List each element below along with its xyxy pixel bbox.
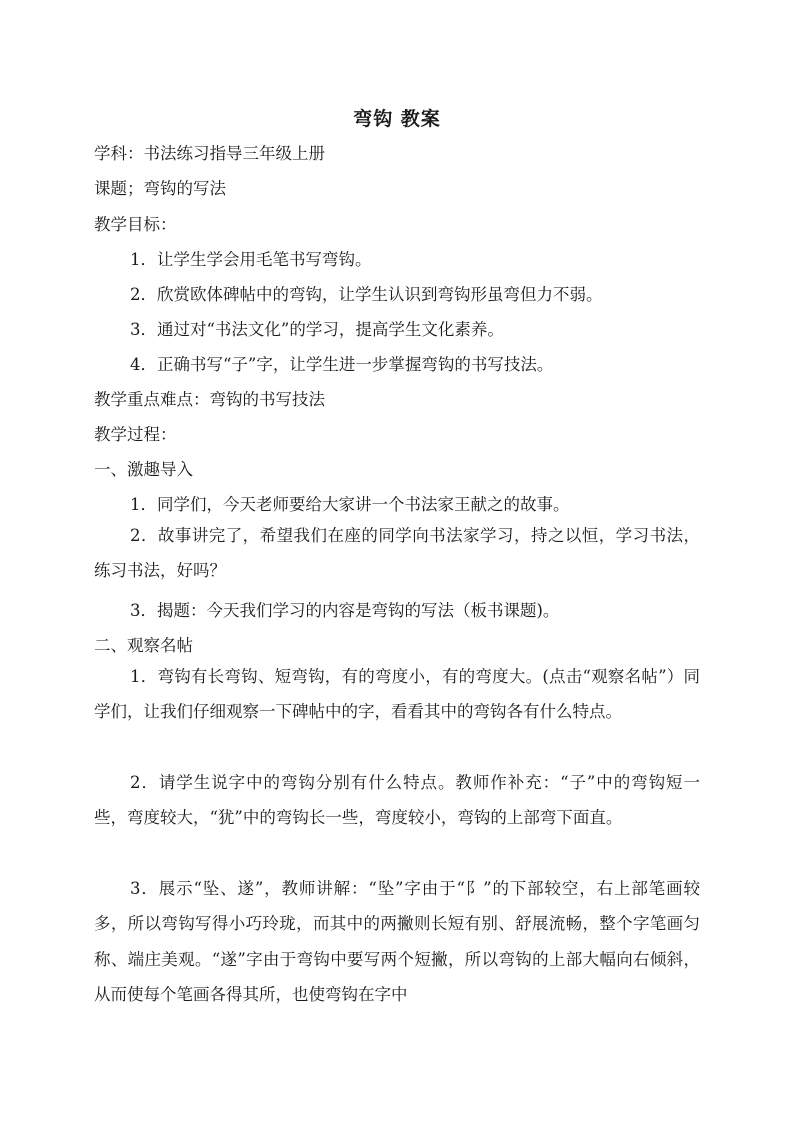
section2-item-1: 1．弯钩有长弯钩、短弯钩，有的弯度小，有的弯度大。(点击“观察名帖”）同学们，让我们仔细观察一下碑帖中的字，看看其中的弯钩各有什么特点。 [94, 667, 700, 722]
key-points-line: 教学重点难点：弯钩的书写技法 [94, 390, 325, 409]
goal-item-1: 1．让学生学会用毛笔书写弯钩。 [130, 250, 372, 269]
section2-heading: 二、观察名帖 [94, 636, 193, 655]
section1-item-2: 2．故事讲完了，希望我们在座的同学向书法家学习，持之以恒，学习书法，练习书法，好吗？ [94, 526, 700, 581]
subject-line: 学科：书法练习指导三年级上册 [94, 144, 325, 163]
section1-heading: 一、激趣导入 [94, 460, 193, 479]
document-title: 弯钩 教案 [353, 108, 441, 130]
goal-item-4: 4．正确书写“子”字，让学生进一步掌握弯钩的书写技法。 [130, 355, 554, 374]
topic-line: 课题；弯钩的写法 [94, 179, 226, 198]
goal-item-3: 3．通过对“书法文化”的学习，提高学生文化素养。 [130, 320, 504, 339]
goals-heading: 教学目标： [94, 215, 177, 234]
section1-item-1: 1．同学们，今天老师要给大家讲一个书法家王献之的故事。 [130, 495, 570, 514]
process-heading: 教学过程： [94, 425, 177, 444]
section1-item-3: 3．揭题：今天我们学习的内容是弯钩的写法（板书课题)。 [130, 601, 560, 620]
section2-item-3: 3．展示“坠、遂”，教师讲解：“坠”字由于“阝”的下部较空，右上部笔画较多，所以弯钩写得小巧玲珑，而其中的两撇则长短有别、舒展流畅，整个字笔画匀称、端庄美观。“遂”字由于弯钩中要写两个短撇，所以弯钩的上部大幅向右倾斜，从而使每个笔画各得其所，也使弯钩在字中 [94, 879, 700, 1004]
section2-item-2: 2．请学生说字中的弯钩分别有什么特点。教师作补充：“子”中的弯钩短一些，弯度较大，“犹”中的弯钩长一些，弯度较小，弯钩的上部弯下面直。 [94, 773, 700, 828]
goal-item-2: 2．欣赏欧体碑帖中的弯钩，让学生认识到弯钩形虽弯但力不弱。 [130, 285, 603, 304]
